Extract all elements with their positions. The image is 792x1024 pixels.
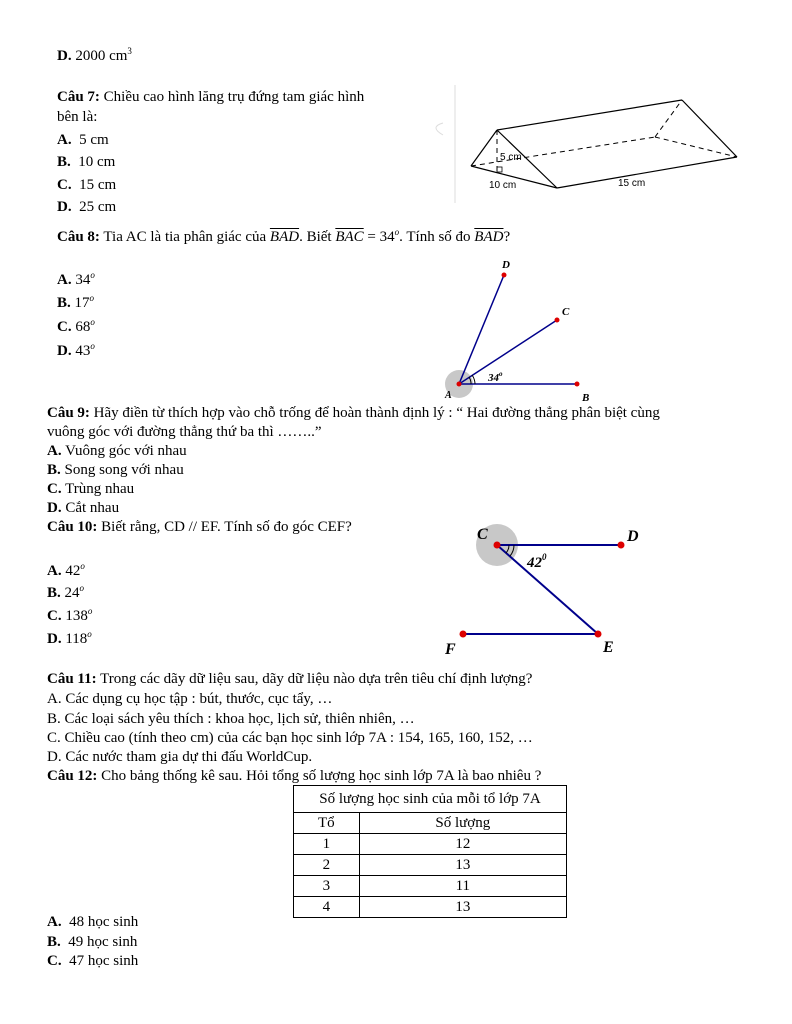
- point-e: [595, 631, 602, 638]
- table-title: Số lượng học sinh của mỗi tổ lớp 7A: [294, 786, 567, 813]
- prism-figure: [425, 85, 745, 205]
- q11-stem: Câu 11: Trong các dãy dữ liệu sau, dãy dữ liệu nào dựa trên tiêu chí định lượng?: [47, 671, 533, 687]
- q10-option-d: D. 118$^o$: [47, 629, 92, 647]
- parallel-lines-figure: [440, 520, 650, 665]
- point-a: [457, 382, 462, 387]
- right-angle-mark: [497, 167, 502, 172]
- q6-option-d: D. 2000 $cm^3$: [57, 46, 132, 64]
- angle-bad-1: $\overline{BAD}$: [269, 229, 300, 245]
- table-row: 4 13: [294, 897, 567, 918]
- q7-option-a: A. 5 cm: [57, 132, 109, 148]
- label-d: D: [502, 259, 510, 271]
- label-d: D: [627, 528, 639, 545]
- q12-option-c: C. 47 học sinh: [47, 953, 139, 969]
- q9-option-b: B. Song song với nhau: [47, 462, 184, 478]
- point-c: [494, 542, 501, 549]
- line-ce: [497, 545, 598, 634]
- front-left-edge: [471, 130, 497, 166]
- q9-option-c: C. Trùng nhau: [47, 481, 135, 497]
- point-d: [618, 542, 625, 549]
- point-b: [575, 382, 580, 387]
- bottom-right-edge: [557, 157, 737, 188]
- q7-stem: Câu 7: Chiều cao hình lăng trụ đứng tam giác hình: [57, 89, 365, 105]
- angle-bad-2: $\overline{BAD}$: [474, 229, 504, 245]
- hidden-bottom-edge: [471, 137, 655, 166]
- base-label: 10 cm: [489, 180, 517, 191]
- label-c: C: [562, 306, 570, 318]
- q8-option-c: C. 68$^o$: [57, 317, 95, 335]
- label-a: A: [445, 390, 452, 401]
- label-f: F: [445, 641, 456, 658]
- student-count-table: [293, 785, 567, 918]
- q8-option-b: B. 17$^o$: [57, 293, 95, 311]
- hidden-back-left-edge: [655, 100, 682, 137]
- point-c: [555, 318, 560, 323]
- q10-option-a: A. 42$^o$: [47, 561, 85, 579]
- angle-42-label: $42^0$: [527, 552, 547, 571]
- label-c: C: [477, 526, 488, 543]
- q7-option-b: B. 10 cm: [57, 154, 116, 170]
- q9-option-a: A. Vuông góc với nhau: [47, 443, 187, 459]
- header-to: Tổ: [294, 813, 360, 834]
- q7-option-d: D. 25 cm: [57, 199, 117, 215]
- decor-curve: [436, 123, 443, 135]
- q10-stem: Câu 10: Biết rằng, CD // EF. Tính số đo góc CEF?: [47, 519, 352, 535]
- q11-option-d: D. Các nước tham gia dự thi đấu WorldCup.: [47, 749, 313, 765]
- table-title-row: [294, 786, 567, 813]
- q9-option-d: D. Cắt nhau: [47, 500, 120, 516]
- header-so-luong: Số lượng: [359, 813, 566, 834]
- back-right-edge: [682, 100, 737, 157]
- table-row: 2 13: [294, 855, 567, 876]
- table-row: 3 11: [294, 876, 567, 897]
- length-label: 15 cm: [618, 178, 646, 189]
- label-b: B: [582, 392, 590, 404]
- q8-option-d: D. 43$^o$: [57, 341, 95, 359]
- label-e: E: [603, 639, 614, 656]
- q12-option-a: A. 48 học sinh: [47, 914, 139, 930]
- q11-option-c: C. Chiều cao (tính theo cm) của các bạn học sinh lớp 7A : 154, 165, 160, 152, …: [47, 730, 533, 746]
- q11-option-a: A. Các dụng cụ học tập : bút, thước, cục tẩy, …: [47, 691, 333, 707]
- ray-ac: [459, 320, 557, 384]
- angle-34-label: 34$^o$: [488, 370, 503, 384]
- point-d: [502, 273, 507, 278]
- point-f: [460, 631, 467, 638]
- table-row: 1 12: [294, 834, 567, 855]
- angle-bac: $\overline{BAC}$: [335, 229, 364, 245]
- q7-option-c: C. 15 cm: [57, 177, 117, 193]
- ray-ad: [459, 275, 504, 384]
- angle-figure-bad: [440, 255, 600, 405]
- q9-stem: Câu 9: Hãy điền từ thích hợp vào chỗ trống để hoàn thành định lý : “ Hai đường thẳng phân biệt cùng: [47, 405, 660, 421]
- q10-option-c: C. 138$^o$: [47, 606, 93, 624]
- q11-option-b: B. Các loại sách yêu thích : khoa học, lịch sử, thiên nhiên, …: [47, 711, 415, 727]
- q7-stem-cont: bên là:: [57, 109, 98, 125]
- height-label: 5 cm: [500, 152, 522, 163]
- q8-option-a: A. 34$^o$: [57, 270, 95, 288]
- hidden-back-bottom-edge: [655, 137, 737, 157]
- q9-stem-cont: vuông góc với đường thẳng thứ ba thì ……..”: [47, 424, 322, 440]
- q8-stem: Câu 8: Tia AC là tia phân giác của $\overline{BAD}$. Biết $\overline{BAC} = 34^o$. Tính số đo $\overline{BAD}$?: [57, 227, 511, 245]
- table-header-row: [294, 813, 567, 834]
- q10-option-b: B. 24$^o$: [47, 583, 85, 601]
- q12-option-b: B. 49 học sinh: [47, 934, 138, 950]
- top-ridge: [497, 100, 682, 130]
- q12-stem: Câu 12: Cho bảng thống kê sau. Hỏi tổng số lượng học sinh lớp 7A là bao nhiêu ?: [47, 768, 542, 784]
